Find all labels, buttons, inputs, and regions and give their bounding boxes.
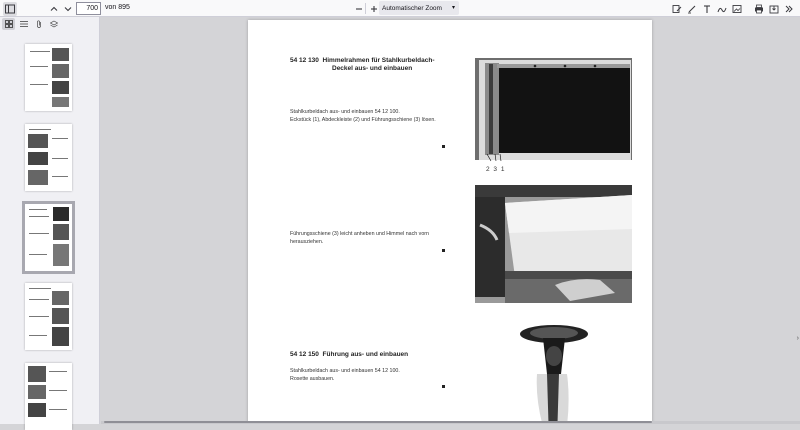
toolbar [0, 0, 800, 17]
image-icon [732, 4, 742, 14]
double-chevron-right-icon [784, 4, 794, 14]
body-text-line: Rosette ausbauen. [290, 376, 335, 382]
tab-layers[interactable] [47, 18, 60, 30]
right-toolbar [670, 2, 796, 16]
section-code: 54 12 150 [290, 351, 319, 358]
next-page-button[interactable] [61, 2, 75, 16]
ink-button[interactable] [715, 2, 729, 16]
chevron-down-icon: ▾ [451, 5, 455, 11]
chevron-down-icon [63, 4, 73, 14]
photo-rosette-guide [475, 314, 632, 424]
tab-thumbnails[interactable] [2, 18, 15, 30]
body-text-line: Stahlkurbeldach aus- und einbauen 54 12 100. [290, 109, 400, 115]
section-code: 54 12 130 [290, 57, 319, 64]
sidebar-tabs [0, 17, 99, 31]
paperclip-icon [35, 20, 43, 28]
plus-icon [369, 4, 379, 14]
photo-callout-numbers: 2 3 1 [486, 166, 506, 173]
previous-page-button[interactable] [47, 2, 61, 16]
highlight-icon [672, 4, 682, 14]
page-number-input[interactable] [76, 2, 101, 15]
section-heading-line1: Himmelrahmen für Stahlkurbeldach- [322, 57, 435, 64]
zoom-out-button[interactable] [352, 2, 366, 16]
page-count-label: von 895 [105, 4, 130, 11]
tab-outline[interactable] [17, 18, 30, 30]
print-button[interactable] [752, 2, 766, 16]
document-viewer[interactable] [101, 17, 800, 424]
body-text-line: Eckstück (1), Abdeckleiste (2) und Führungsschiene (3) lösen. [290, 117, 436, 123]
end-marker [442, 249, 445, 252]
zoom-select-value: Automatischer Zoom [382, 4, 442, 12]
section-heading: Führung aus- und einbauen [322, 351, 409, 358]
more-tools-button[interactable] [782, 2, 796, 16]
page-thumbnail-current[interactable] [25, 204, 72, 271]
printer-icon [754, 4, 764, 14]
page-thumbnail[interactable] [25, 363, 72, 430]
photo-sunroof-frame [475, 58, 632, 166]
grid-icon [5, 20, 13, 28]
sidebar-toggle-button[interactable] [3, 2, 17, 16]
end-marker [442, 385, 445, 388]
chevron-right-icon: › [796, 335, 799, 342]
body-text-line: Führungsschiene (3) leicht anheben und Himmel nach vorn [290, 231, 429, 237]
chevron-up-icon [49, 4, 59, 14]
page-thumbnail[interactable] [25, 283, 72, 350]
draw-button[interactable] [685, 2, 699, 16]
minus-icon [354, 4, 364, 14]
thumbnail-sidebar [0, 17, 100, 424]
layers-icon [50, 20, 58, 28]
image-button[interactable] [730, 2, 744, 16]
section-title [290, 57, 435, 65]
section-title [290, 351, 408, 359]
text-button[interactable] [700, 2, 714, 16]
sidebar-icon [5, 4, 15, 14]
end-marker [442, 145, 445, 148]
body-text-line: Stahlkurbeldach aus- und einbauen 54 12 100. [290, 368, 400, 374]
save-button[interactable] [767, 2, 781, 16]
photo-guide-rail [475, 185, 632, 303]
page-thumbnail[interactable] [25, 44, 72, 111]
highlight-button[interactable] [670, 2, 684, 16]
list-icon [20, 20, 28, 28]
signature-icon [717, 4, 727, 14]
toolbar-spacer [745, 2, 751, 16]
toolbar-separator [365, 3, 366, 14]
tab-attachments[interactable] [32, 18, 45, 30]
text-icon [702, 4, 712, 14]
body-text-line: herausziehen. [290, 239, 324, 245]
section-heading-line2: Deckel aus- und einbauen [332, 65, 413, 72]
pdf-page [248, 20, 652, 424]
scrollbar-thumb[interactable] [104, 421, 652, 423]
pen-icon [687, 4, 697, 14]
download-icon [769, 4, 779, 14]
page-thumbnail[interactable] [25, 124, 72, 191]
zoom-select[interactable] [379, 1, 459, 15]
